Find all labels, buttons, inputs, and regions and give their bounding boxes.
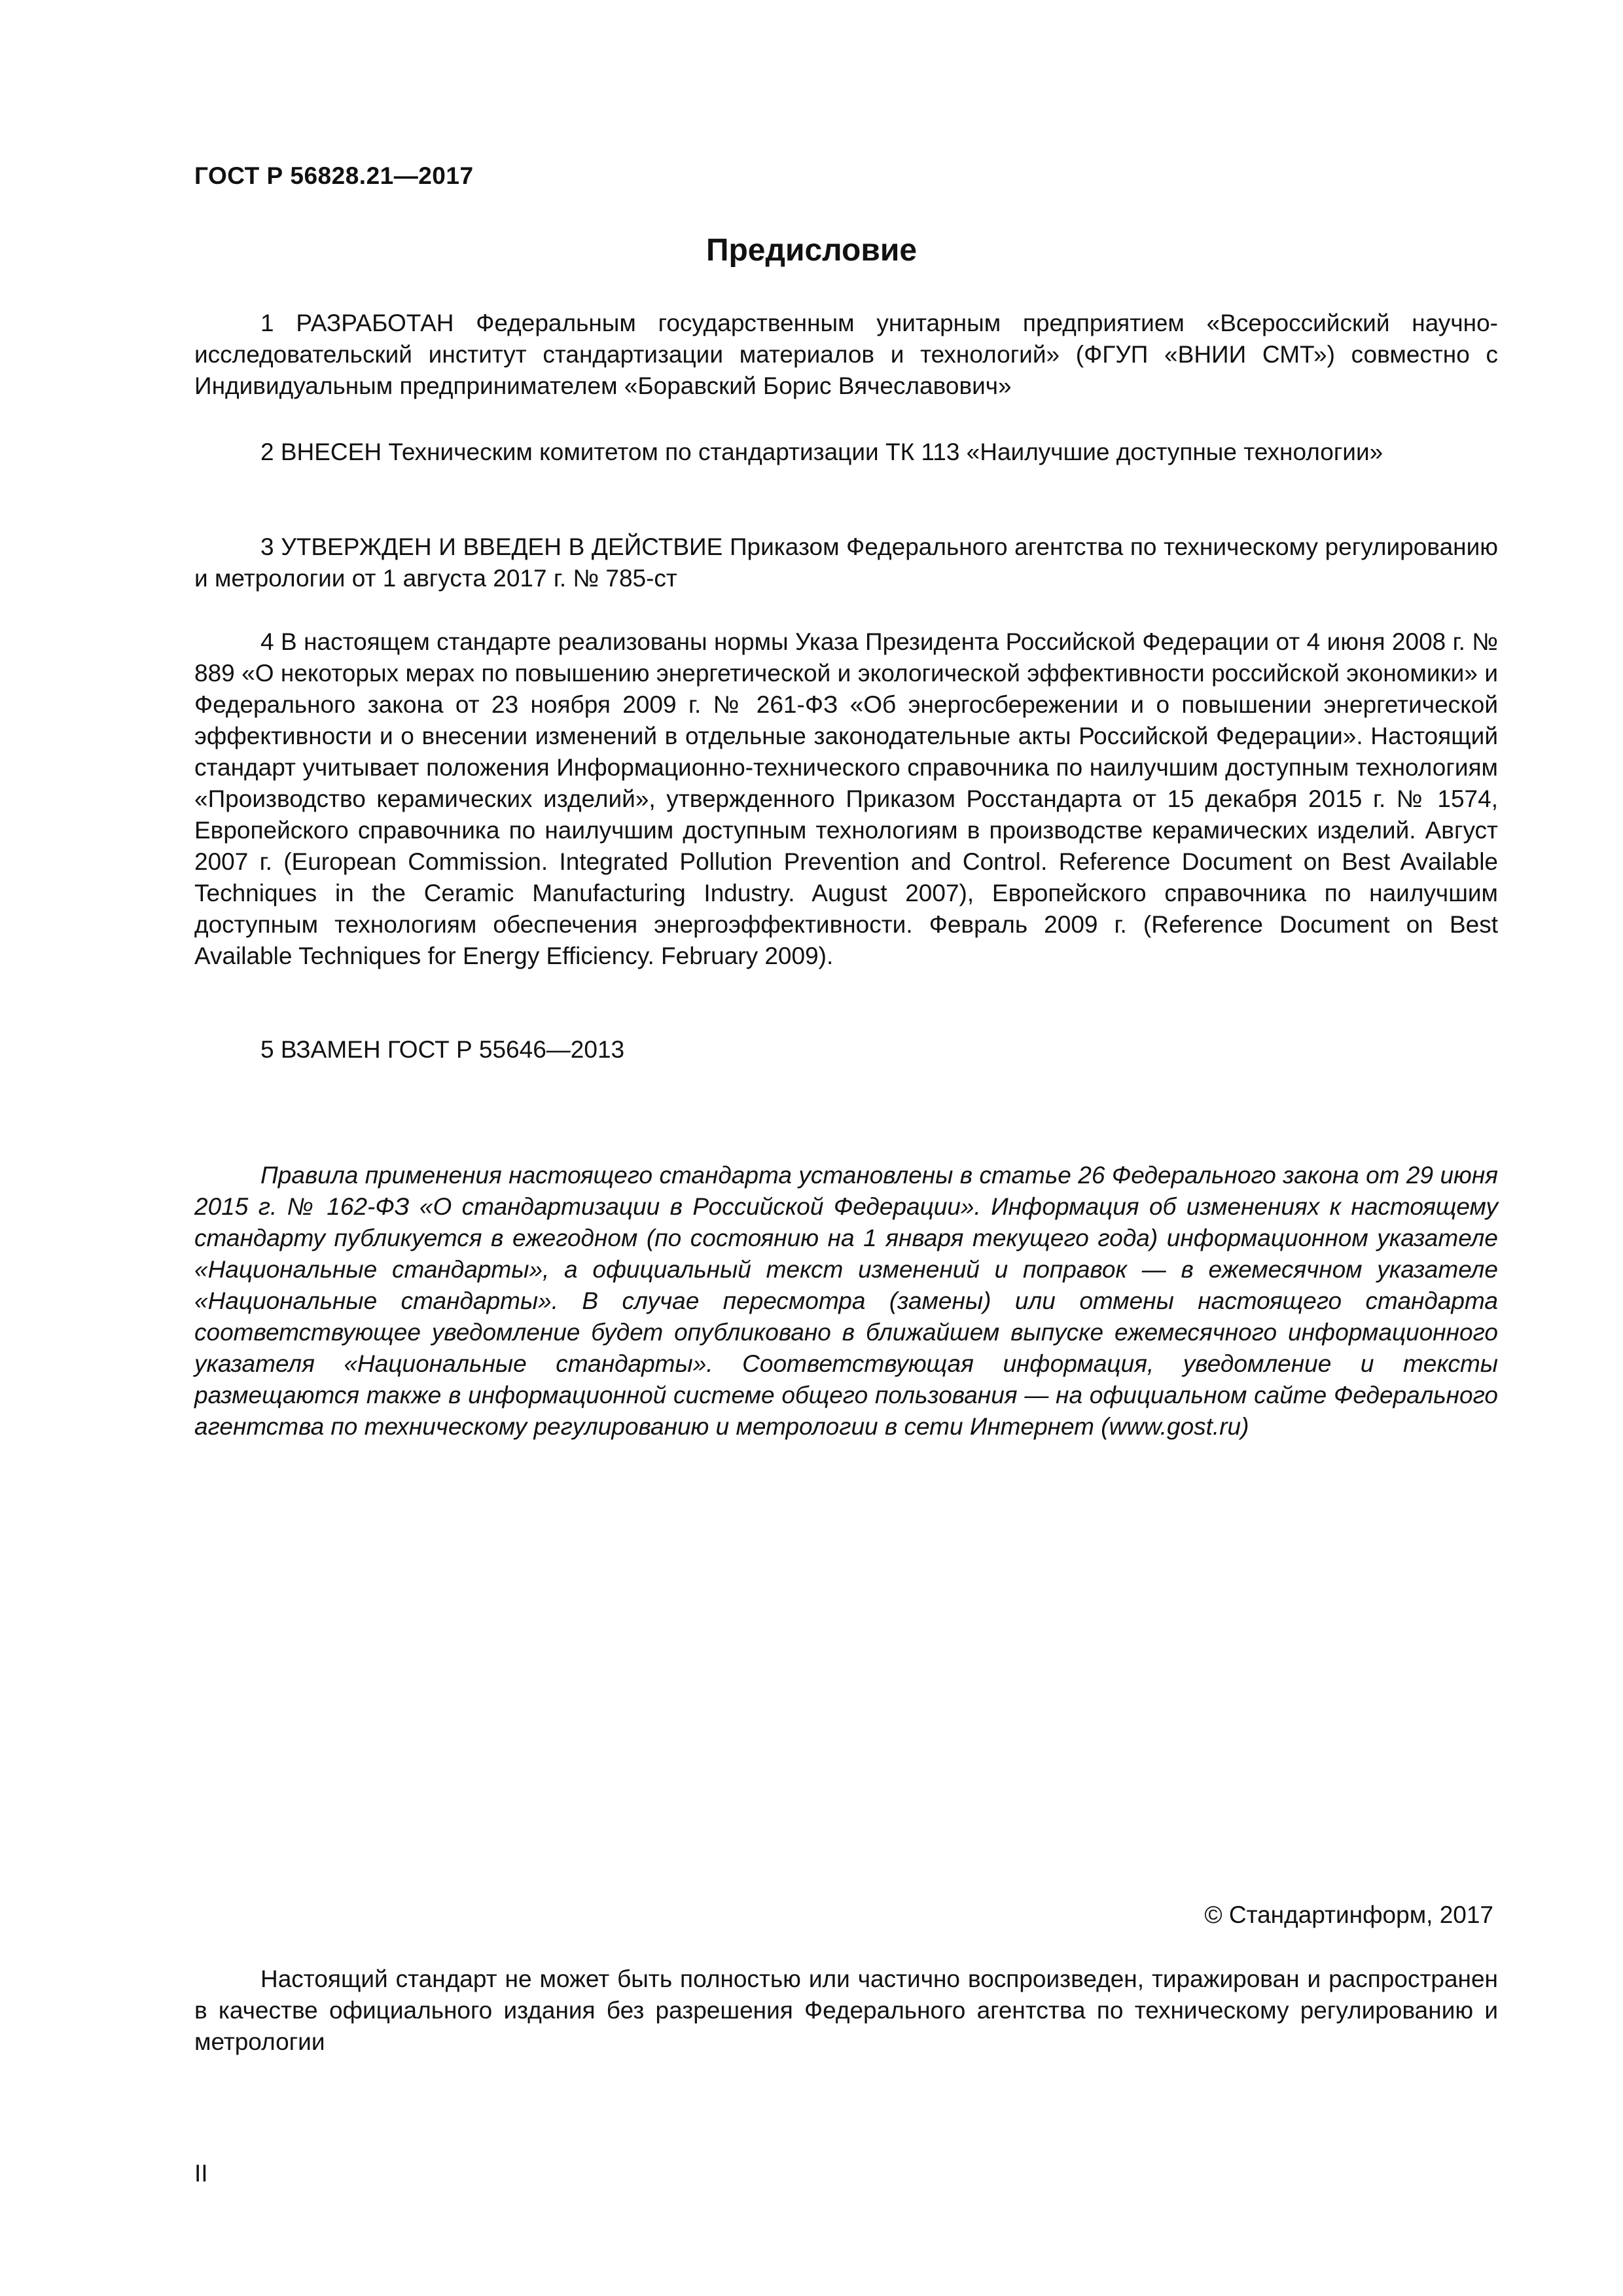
reproduction-notice: Настоящий стандарт не может быть полностью или частично воспроизведен, тиражирован и распространен в качестве официального издания без разрешения Федерального агентства по техническому регулированию и метрологии (194, 1965, 1498, 2055)
paragraph-norms: 4 В настоящем стандарте реализованы нормы Указа Президента Российской Федерации от 4 июня 2008 г. № 889 «О некоторых мерах по повышению энергетической и экологической эффективности российской экономики» и Федерального закона от 23 ноября 2009 г. № 261-ФЗ «Об энергосбережении и о повышении энергетической эффективности и о внесении изменений в отдельные законодательные акты Российской Федерации». Настоящий стандарт учитывает положения Информационно-технического справочника по наилучшим доступным технологиям «Производство керамических изделий», утвержденного Приказом Росстандарта от 15 декабря 2015 г. № 1574, Европейского справочника по наилучшим доступным технологиям в производстве керамических изделий. Август 2007 г. (European Commission. Integrated Pollution Prevention and Control. Reference Document on Best Available Techniques in the Ceramic Manufacturing Industry. August 2007), Европейского справочника по наилучшим доступным технологиям обеспечения энергоэффективности. Февраль 2009 г. (Reference Document on Best Available Techniques for Energy Efficiency. February 2009). (194, 628, 1498, 969)
application-rules-notice: Правила применения настоящего стандарта установлены в статье 26 Федерального закона от 29 июня 2015 г. № 162-ФЗ «О стандартизации в Российской Федерации». Информация об изменениях к настоящему стандарту публикуется в ежегодном (по состоянию на 1 января текущего года) информационном указателе «Национальные стандарты», а официальный текст изменений и поправок — в ежемесячном указателе «Национальные стандарты». В случае пересмотра (замены) или отмены настоящего стандарта соответствующее уведомление будет опубликовано в ближайшем выпуске ежемесячного информационного указателя «Национальные стандарты». Соответствующая информация, уведомление и тексты размещаются также в информационной системе общего пользования — на официальном сайте Федерального агентства по техническому регулированию и метрологии в сети Интернет (www.gost.ru) (194, 1162, 1498, 1440)
document-id: ГОСТ Р 56828.21—2017 (194, 162, 474, 189)
paragraph-replaces: 5 ВЗАМЕН ГОСТ Р 55646—2013 (260, 1036, 625, 1063)
page-number: II (194, 2160, 208, 2187)
page-title: Предисловие (705, 233, 918, 268)
paragraph-developed-by: 1 РАЗРАБОТАН Федеральным государственным унитарным предприятием «Всероссийский научно-исследовательский институт стандартизации материалов и технологий» (ФГУП «ВНИИ СМТ») совместно с Индивидуальным предпринимателем «Боравский Борис Вячеславович» (194, 310, 1498, 399)
paragraph-approved: 3 УТВЕРЖДЕН И ВВЕДЕН В ДЕЙСТВИЕ Приказом Федерального агентства по техническому регулированию и метрологии от 1 августа 2017 г. № 785-ст (194, 533, 1498, 592)
copyright-line: © Стандартинформ, 2017 (1204, 1901, 1493, 1928)
paragraph-introduced-by: 2 ВНЕСЕН Техническим комитетом по стандартизации ТК 113 «Наилучшие доступные технологии» (260, 439, 1383, 465)
